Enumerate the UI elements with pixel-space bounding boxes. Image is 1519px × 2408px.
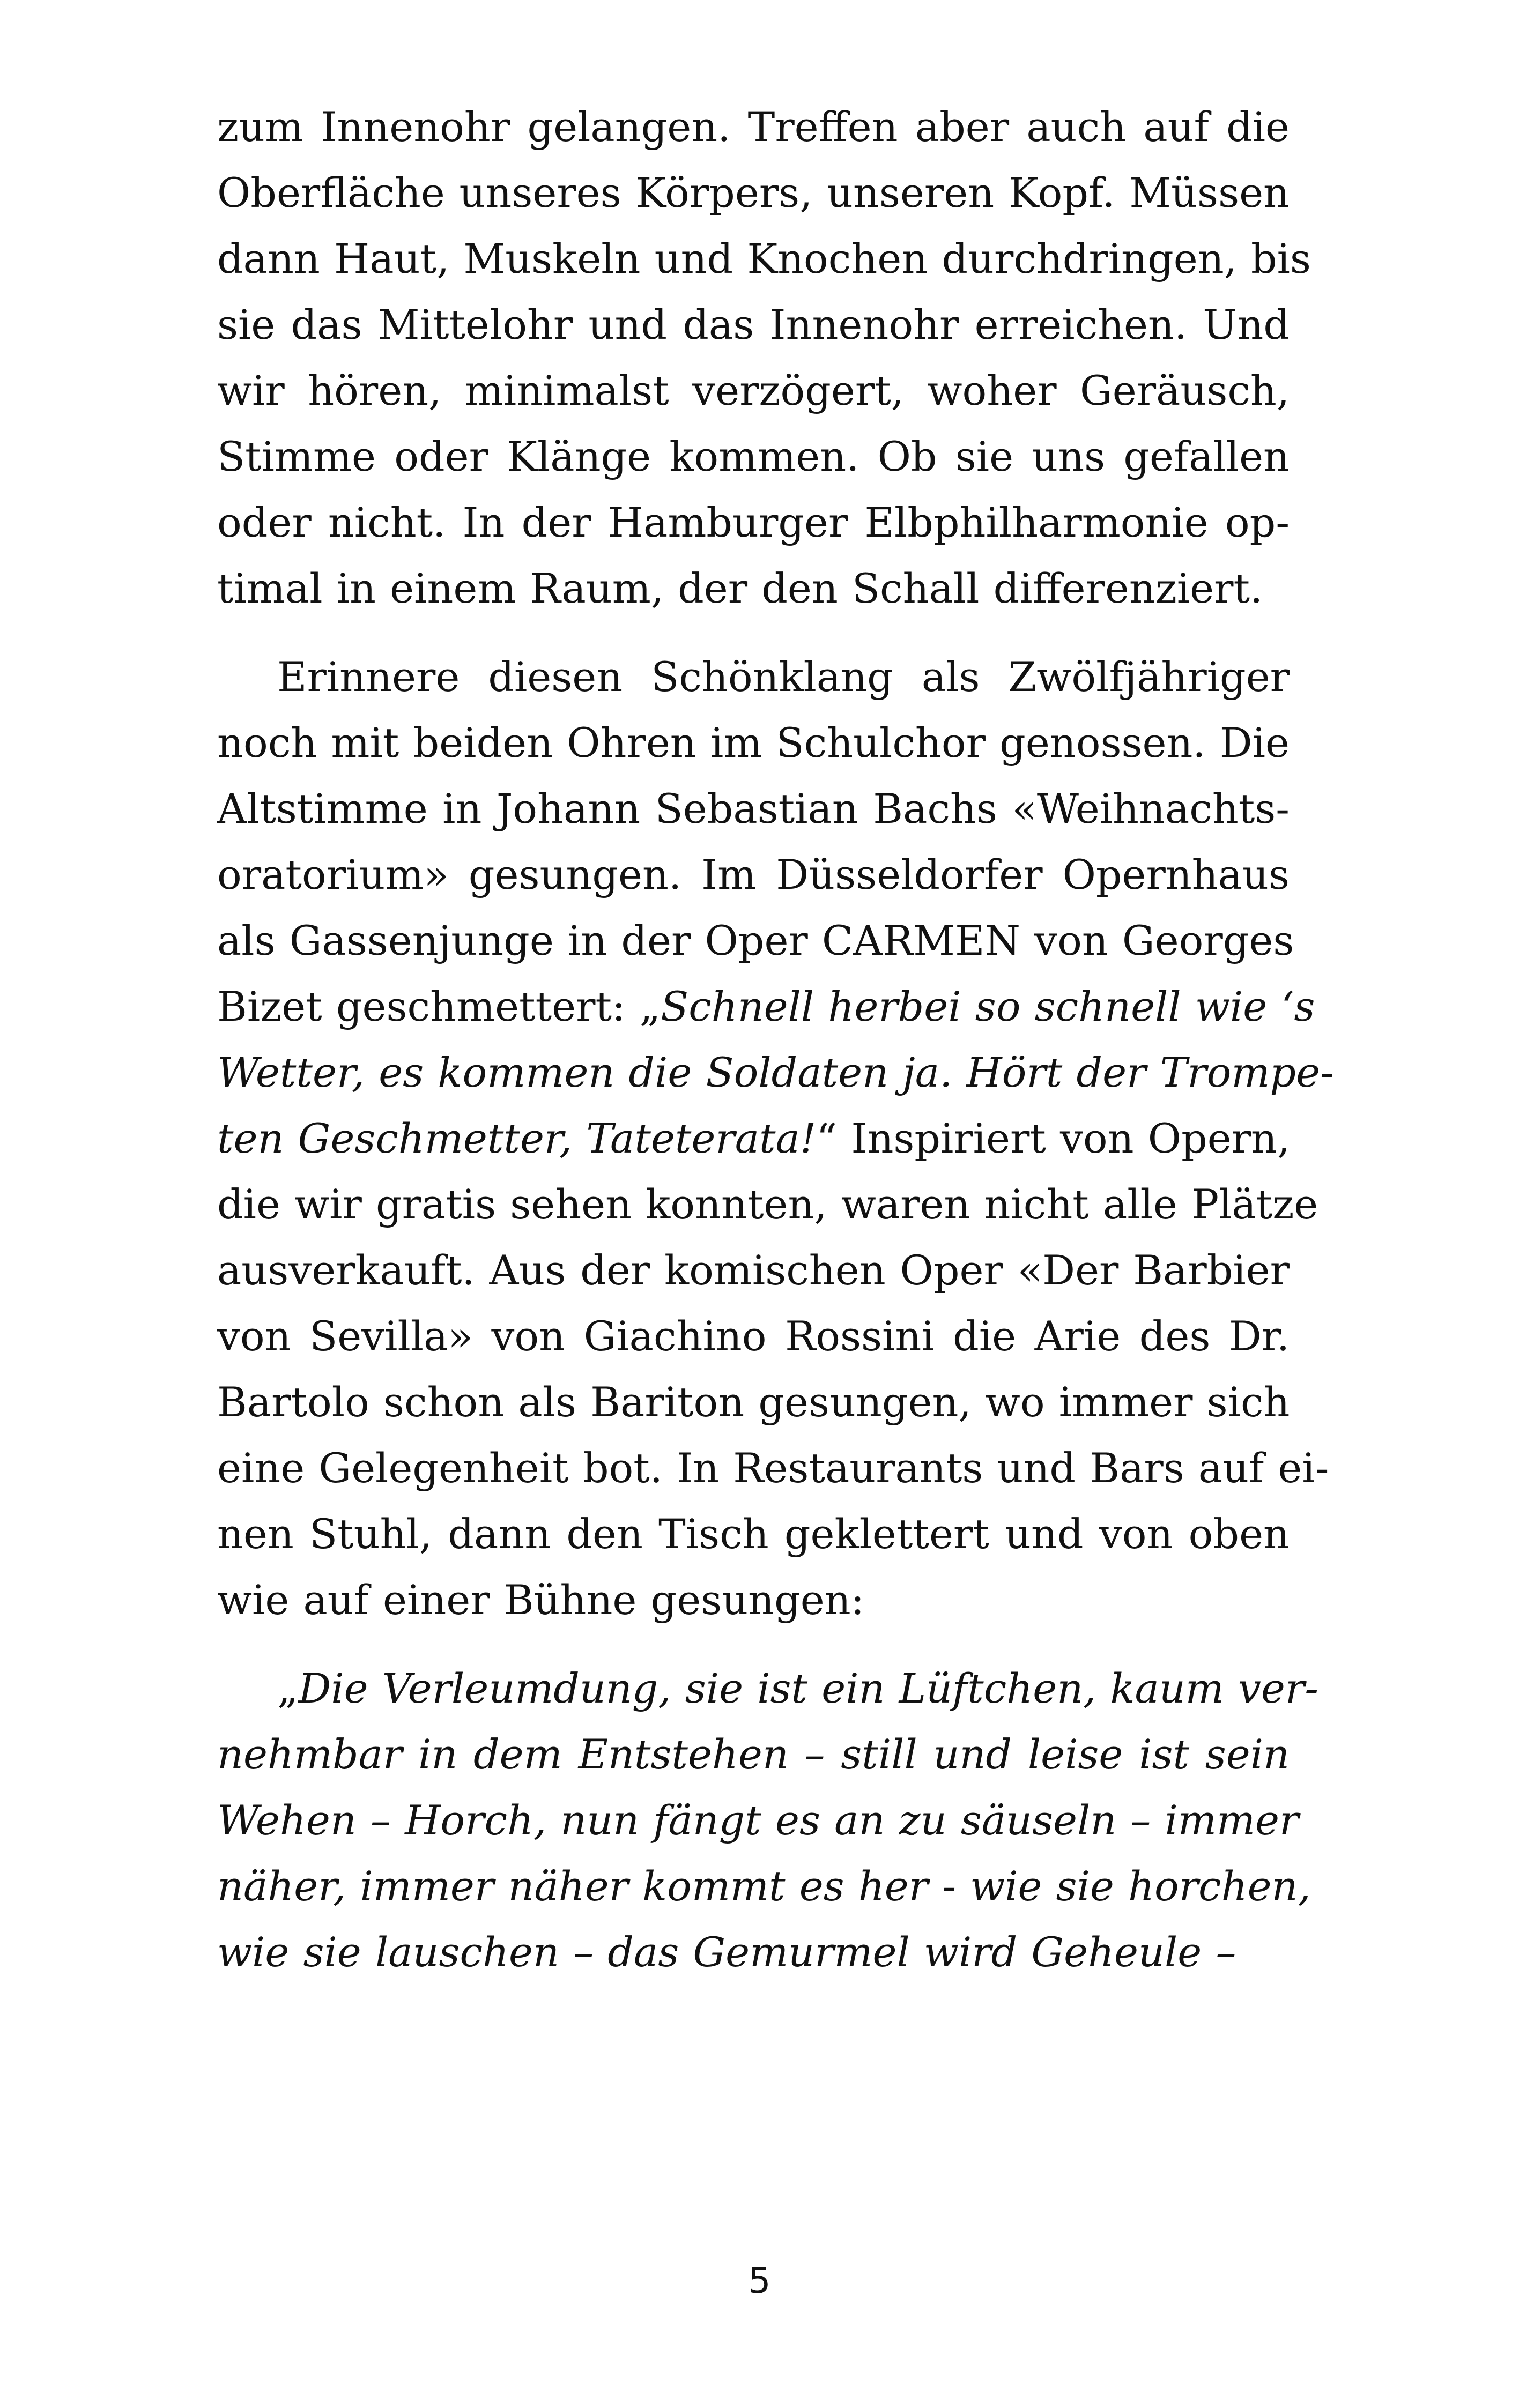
text-line [217,710,1290,776]
text-line [217,1435,1329,1501]
text-line [217,358,1290,423]
text-line [217,555,1290,621]
italic-segment: Wehen – Horch, nun fängt es an zu säuseln – immer [217,1796,1299,1844]
text-line [217,94,1290,160]
text-line [217,423,1290,489]
text-segment: timal in einem Raum, der den Schall differenziert. [217,564,1263,612]
text-line [217,776,1290,842]
text-segment: dann Haut, Muskeln und Knochen durchdringen, bis [217,235,1311,283]
text-line [217,1853,1311,1919]
text-segment: von Sevilla» von Giachino Rossini die Arie des Dr. [217,1312,1290,1360]
italic-segment: nehmbar in dem Entstehen – still und leise ist sein [217,1730,1290,1778]
text-segment: oder nicht. In der Hamburger Elbphilharmonie op- [217,499,1290,546]
text-segment: oratorium» gesungen. Im Düsseldorfer Opernhaus [217,851,1290,898]
text-line [217,160,1290,226]
text-line [217,1501,1290,1567]
text-line [217,292,1290,358]
text-segment: als Gassenjunge in der Oper CARMEN von Georges [217,917,1294,964]
italic-segment: Schnell herbei so schnell wie ‘s [661,983,1315,1030]
italic-segment: Die Verleumdung, sie ist ein Lüftchen, kaum ver- [298,1664,1318,1712]
text-segment: „ [277,1664,299,1712]
text-line [217,1171,1318,1237]
italic-segment: ten Geschmetter, Tateterata! [217,1114,817,1162]
text-segment: wie auf einer Bühne gesungen: [217,1576,865,1624]
text-segment: wir hören, minimalst verzögert, woher Geräusch, [217,367,1290,414]
text-segment: noch mit beiden Ohren im Schulchor genossen. Die [217,719,1290,767]
text-line [217,1105,1290,1171]
text-segment: nen Stuhl, dann den Tisch geklettert und von oben [217,1510,1290,1558]
text-line [217,973,1315,1039]
paragraph-3 [217,1655,1318,1985]
text-line [217,908,1294,973]
text-segment: Bartolo schon als Bariton gesungen, wo immer sich [217,1378,1290,1426]
text-segment: Altstimme in Johann Sebastian Bachs «Weihnachts- [217,785,1290,833]
text-line [217,226,1311,292]
text-line [217,842,1290,908]
text-line [217,1787,1299,1853]
text-line [217,489,1290,555]
italic-segment: näher, immer näher kommt es her - wie sie horchen, [217,1862,1311,1910]
text-segment: “ Inspiriert von Opern, [816,1114,1291,1162]
italic-segment: Wetter, es kommen die Soldaten ja. Hört der Trompe- [217,1049,1334,1096]
text-segment: Stimme oder Klänge kommen. Ob sie uns gefallen [217,433,1290,480]
text-segment: eine Gelegenheit bot. In Restaurants und Bars auf ei- [217,1444,1329,1492]
text-segment: ausverkauft. Aus der komischen Oper «Der Barbier [217,1246,1290,1294]
text-line [217,1919,1290,1985]
text-segment: Oberfläche unseres Körpers, unseren Kopf. Müssen [217,169,1290,217]
paragraph-1 [217,94,1311,621]
page-number: 5 [748,2260,771,2301]
text-line [217,1039,1334,1105]
body-text [217,94,1334,1985]
text-line [217,1567,1290,1633]
text-line [217,1303,1290,1369]
text-segment: Bizet geschmettert: „ [217,983,661,1030]
text-segment: Erinnere diesen Schönklang als Zwölfjähriger [277,653,1290,701]
italic-segment: wie sie lauschen – das Gemurmel wird Geheule – [217,1928,1236,1976]
text-segment: sie das Mittelohr und das Innenohr erreichen. Und [217,301,1290,348]
text-line [217,1721,1290,1787]
paragraph-2 [217,644,1334,1633]
text-line [217,1237,1290,1303]
text-segment: die wir gratis sehen konnten, waren nicht alle Plätze [217,1180,1318,1228]
text-line [217,644,1290,710]
text-segment: zum Innenohr gelangen. Treffen aber auch auf die [217,103,1290,151]
text-line [217,1369,1290,1435]
text-line [217,1655,1318,1721]
